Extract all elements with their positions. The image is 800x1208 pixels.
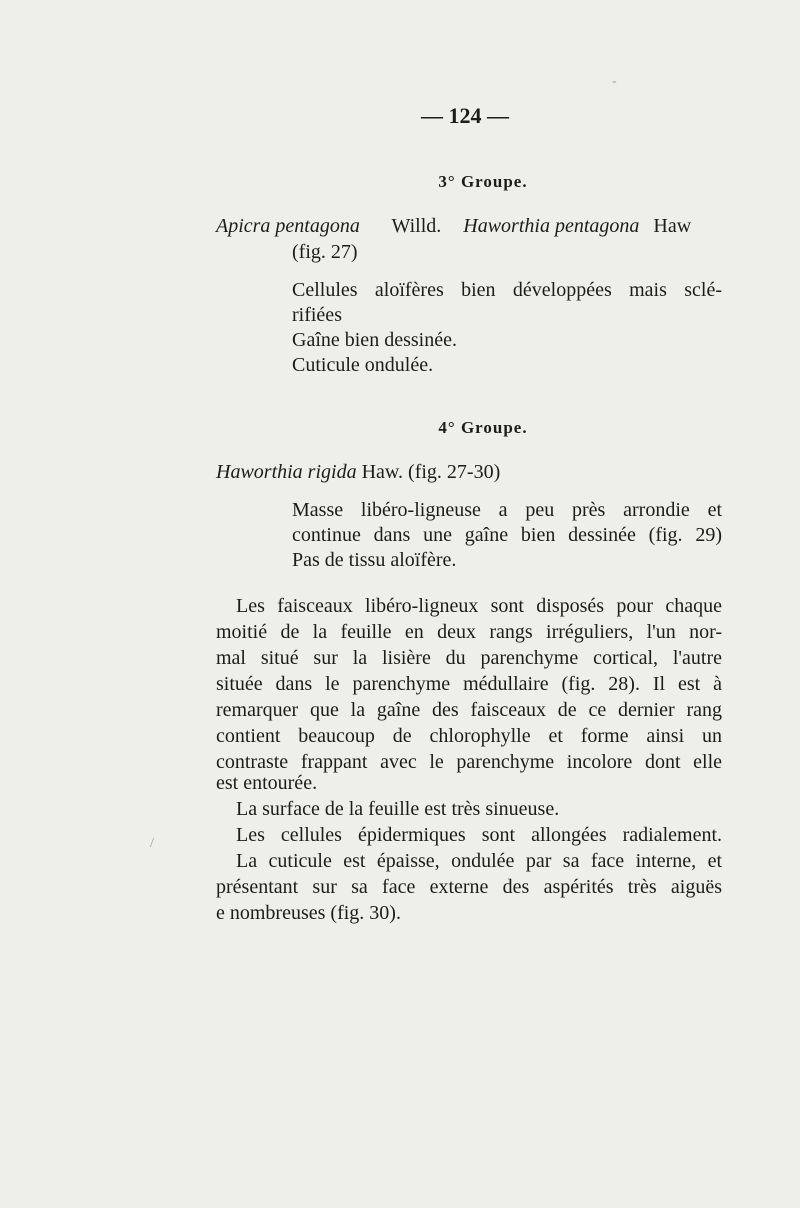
body-line: mal situé sur la lisière du parenchyme cortical, l'autre <box>216 647 722 669</box>
scan-speck: / <box>150 836 154 851</box>
body-line: contraste frappant avec le parenchyme incolore dont elle <box>216 751 722 773</box>
group3-line: Cellules aloïfères bien développées mais sclé- <box>292 279 722 301</box>
species-rest: Haw. (fig. 27-30) <box>361 461 501 483</box>
scan-speck: - <box>612 74 617 89</box>
body-line: est entourée. <box>216 772 318 794</box>
group4-heading: 4° Groupe. <box>438 418 528 437</box>
body-line: Les cellules épidermiques sont allongées radialement. <box>236 824 722 846</box>
group3-line: Gaîne bien dessinée. <box>292 329 457 351</box>
body-line: moitié de la feuille en deux rangs irréguliers, l'un nor- <box>216 621 722 643</box>
group4-line: continue dans une gaîne bien dessinée (fig. 29) <box>292 524 722 546</box>
group3-line: Cuticule ondulée. <box>292 354 434 376</box>
body-line: remarquer que la gaîne des faisceaux de ce dernier rang <box>216 699 722 721</box>
body-line: située dans le parenchyme médullaire (fig. 28). Il est à <box>216 673 722 695</box>
group3-line: rifiées <box>292 304 342 326</box>
body-line: Les faisceaux libéro-ligneux sont disposés pour chaque <box>236 595 722 617</box>
page-number: — 124 — <box>421 103 509 128</box>
group3-species <box>216 214 691 238</box>
body-line: contient beaucoup de chlorophylle et forme ainsi un <box>216 725 722 747</box>
species-author-1: Willd. <box>391 215 442 237</box>
group4-line: Masse libéro-ligneuse a peu près arrondie et <box>292 499 722 521</box>
species-author-2: Haw <box>653 215 692 237</box>
body-line: La cuticule est épaisse, ondulée par sa face interne, et <box>236 850 722 872</box>
body-line: e nombreuses (fig. 30). <box>216 902 401 924</box>
group3-heading: 3° Groupe. <box>438 172 528 191</box>
group4-species <box>216 460 500 484</box>
species-genus-2: Haworthia pentagona <box>463 215 640 237</box>
body-line: présentant sur sa face externe des aspérités très aiguës <box>216 876 722 898</box>
group4-line: Pas de tissu aloïfère. <box>292 549 457 571</box>
body-line: La surface de la feuille est très sinueuse. <box>236 798 560 820</box>
group3-species-fig: (fig. 27) <box>292 241 358 263</box>
species-name: Haworthia rigida <box>216 461 357 483</box>
species-genus-1: Apicra pentagona <box>216 215 360 237</box>
